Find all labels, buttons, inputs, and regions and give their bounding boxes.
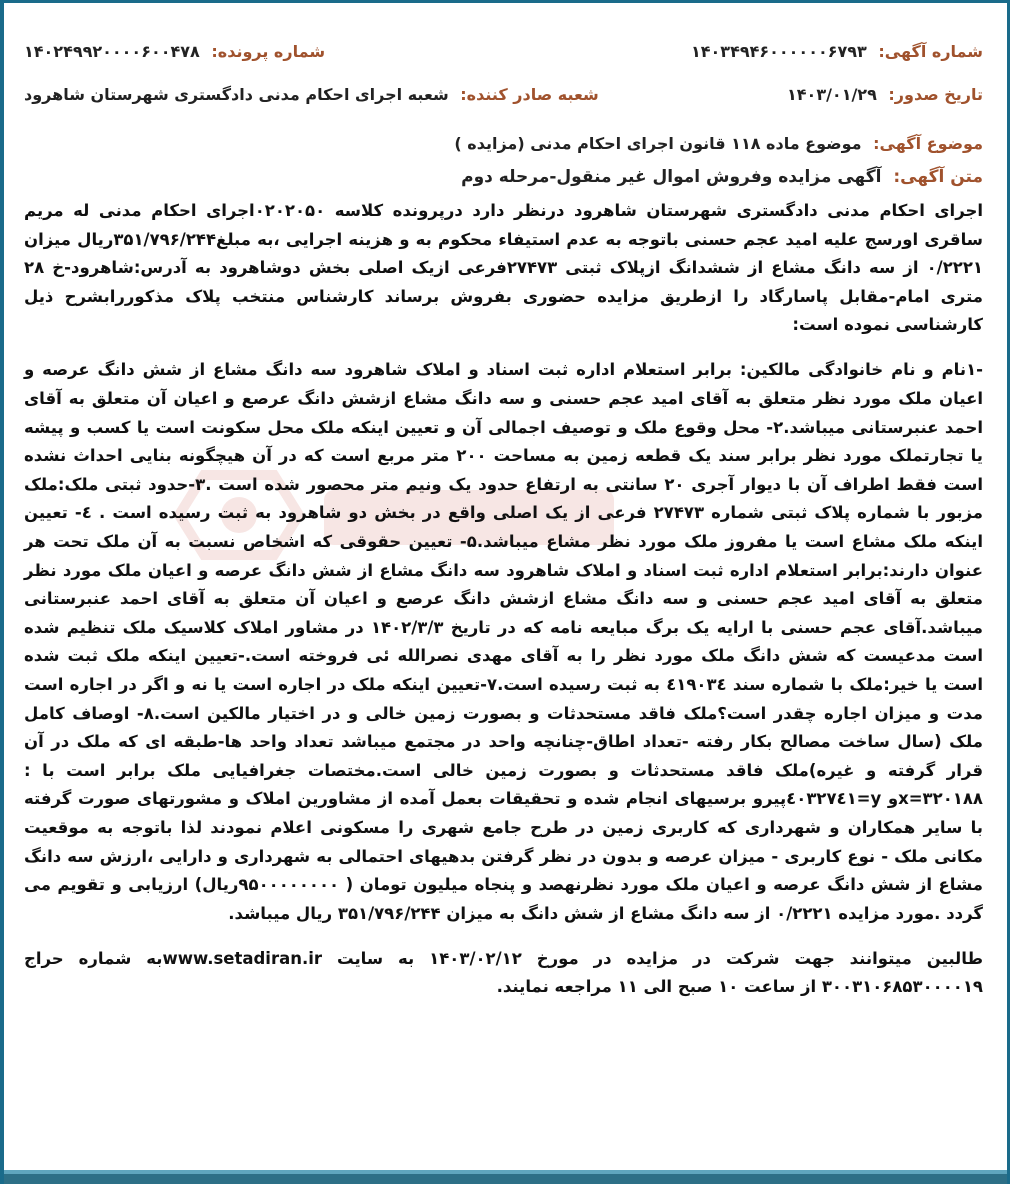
participation-text-start: طالبین میتوانند جهت شرکت در مزایده در مورخ ۱۴۰۳/۰۲/۱۲ به سایت: [322, 948, 983, 968]
ad-number: [691, 42, 983, 61]
bottom-bar-highlight: [4, 1170, 1007, 1174]
subject-label: موضوع آگهی:: [873, 134, 983, 153]
issuer-label: شعبه صادر کننده:: [460, 85, 599, 104]
meta-row-numbers: [24, 42, 983, 61]
issuer: [24, 85, 599, 104]
file-number: [24, 42, 325, 61]
participation-text-end: به شماره حراج ۳۰۰۳۱۰۶۸۵۳۰۰۰۰۱۹ از ساعت ۱۰ صبح الی ۱۱ مراجعه نمایند.: [24, 948, 983, 997]
notice-title-row: [24, 167, 983, 187]
ad-number-value: ۱۴۰۳۴۹۴۶۰۰۰۰۰۰۶۷۹۳: [691, 42, 867, 61]
top-border: [4, 0, 1007, 3]
setadiran-link[interactable]: www.setadiran.ir: [162, 948, 323, 968]
issuer-value: شعبه اجرای احکام مدنی دادگستری شهرستان شاهرود: [24, 85, 449, 104]
ad-number-label: شماره آگهی:: [878, 42, 983, 61]
notice-text-label: متن آگهی:: [893, 167, 983, 187]
body-paragraph-intro: اجرای احکام مدنی دادگستری شهرستان شاهرود درنظر دارد درپرونده کلاسه ۰۲۰۲۰۵۰اجرای احکام مدنی له مریم ساقری اورسج علیه امید عجم حسنی باتوجه به عدم استیفاء محکوم به و هزینه اجرایی ،به مبلغ۳۵۱/۷۹۶/۲۴۴ریال میزان ۰/۲۲۲۱ از سه دانگ مشاع از ششدانگ ازپلاک ثبتی ۲۷۴۷۳فرعی ازیک اصلی بخش دوشاهرود به آدرس:شاهرود-خ ۲۸ متری امام-مقابل پاسارگاد را ازطریق مزایده حضوری بفروش برساند کارشناس منتخب پلاک مذکوررابشرح ذیل کارشناسی نموده است:: [24, 201, 984, 335]
file-number-value: ۱۴۰۲۴۹۹۲۰۰۰۰۶۰۰۴۷۸: [24, 42, 200, 61]
body-paragraph-appraisal: -۱نام و نام خانوادگی مالکین: برابر استعلام اداره ثبت اسناد و املاک شاهرود سه دانگ مشاع از شش دانگ عرصه و اعیان ملک مورد نظر متعلق به آقای امید عجم حسنی و سه دانگ مشاع ازشش دانگ عرصع و اعیان آن متعلق به آقای احمد عنبرستانی میباشد.۲- محل وقوع ملک و توصیف اجمالی آن و تعیین اینکه ملک محل سکونت است یا کسب و پیشه یا تجارتملک مورد نظر برابر سند یک قطعه زمین به مساحت ۲۰۰ متر مربع است که در آن هیچگونه بنایی احداث نشده است فقط اطراف آن با دیوار آجری ۲۰ سانتی به ارتفاع حدود یک ونیم متر محصور شده است .۳-حدود ثبتی ملک:ملک مزبور با شماره پلاک ثبتی شماره ۲۷۴۷۳ فرعی از یک اصلی واقع در بخش دو شاهرود به ثبت رسیده است . ٤- تعیین اینکه ملک مشاع است یا مفروز ملک مورد نظر مشاع میباشد.۵- تعیین حقوقی که اشخاص نسبت به آن ملک تحت هر عنوان دارند:برابر استعلام اداره ثبت اسناد و املاک شاهرود سه دانگ مشاع از شش دانگ عرصه و اعیان ملک مورد نظر متعلق به آقای امید عجم حسنی و سه دانگ مشاع ازشش دانگ عرصع و اعیان آن متعلق به آقای احمد عنبرستانی میباشد.آقای عجم حسنی با ارایه یک برگ مبایعه نامه که در تاریخ ۱۴۰۲/۳/۳ در مشاور املاک کلاسیک ملک تنظیم شده است مدعیست که شش دانگ ملک مورد نظر را به آقای مهدی نصرالله ئی فروخته است.-تعیین اینکه ملک ثبت شده است یا خیر:ملک با شماره سند ٤۱۹۰۳٤ به ثبت رسیده است.۷-تعیین اینکه ملک در اجاره است یا نه و اگر در اجاره است مدت و میزان اجاره چقدر است؟ملک فاقد مستحدثات و بصورت زمین خالی و در اختیار مالکین است.۸- اوصاف کامل ملک (سال ساخت مصالح بکار رفته -تعداد اطاق-چنانچه واحد در مجتمع میباشد تعداد واحد ها-طبقه ای که ملک در آن قرار گرفته و غیره)ملک فاقد مستحدثات و بصورت زمین خالی است.مختصات جغرافیایی ملک برابر است با : x=۳۲۰۱۸۸و y=٤۰۳۲۷٤۱پیرو برسیهای انجام شده و تحقیقات بعمل آمده از مشاورین املاک و مشورتهای صورت گرفته با سایر همکاران و شهرداری که کاربری زمین در طرح جامع شهری را مسکونی اعلام نمودند لذا باتوجه به موقعیت مکانی ملک - نوع کاربری - میزان عرصه و بدون در نظر گرفتن بدهیهای احتمالی به شهرداری و دارایی ،ارزش سه دانگ مشاع از شش دانگ عرصه و اعیان ملک مورد نظرنهصد و پنجاه میلیون تومان ( ۹۵۰۰۰۰۰۰۰۰ریال) ارزیابی و تقویم می گردد .مورد مزایده ۰/۲۲۲۱ از سه دانگ مشاع از شش دانگ به میزان ۳۵۱/۷۹۶/۲۴۴ ریال میباشد.: [24, 360, 984, 923]
issue-date: [787, 85, 983, 104]
subject-row: [24, 134, 983, 153]
issue-date-value: ۱۴۰۳/۰۱/۲۹: [787, 85, 877, 104]
file-number-label: شماره پرونده:: [211, 42, 326, 61]
notice-title: آگهی مزایده وفروش اموال غیر منقول-مرحله دوم: [461, 167, 882, 187]
bottom-bar: [4, 1170, 1007, 1184]
issue-date-label: تاریخ صدور:: [888, 85, 983, 104]
notice-content: [24, 30, 983, 1019]
body-paragraph-participation: [24, 945, 983, 1002]
subject-value: موضوع ماده ۱۱۸ قانون اجرای احکام مدنی (مزایده ): [454, 134, 862, 153]
meta-row-issue: [24, 85, 983, 104]
